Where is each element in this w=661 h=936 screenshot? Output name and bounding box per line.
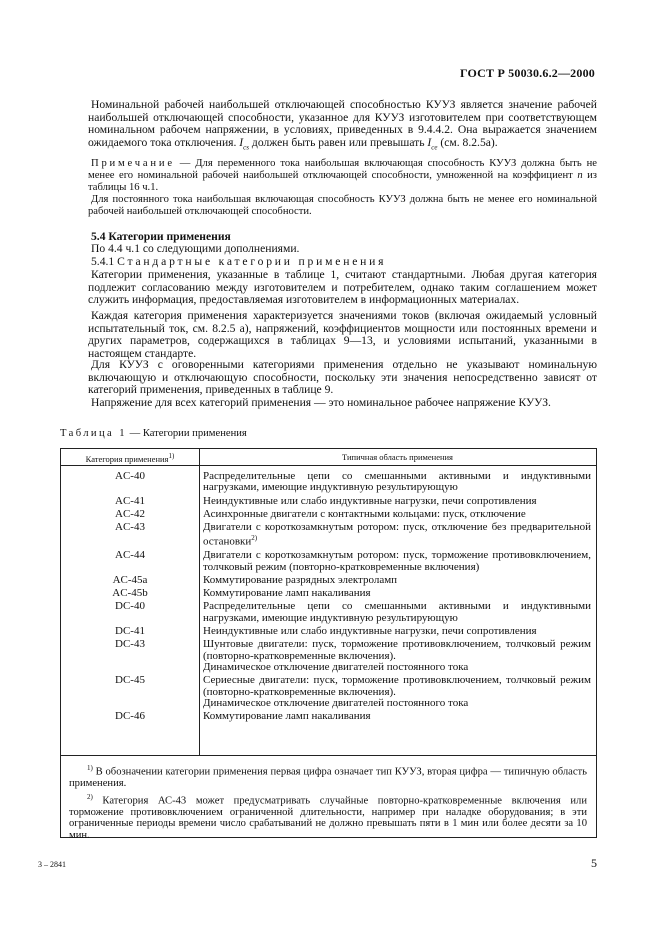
para1-text: Номинальной рабочей наибольшей отключающей способностью КУУЗ является значение рабочей наибольшей отключающей способности, указанное для КУУЗ изготовителем при соответствующем номинальном рабочем напряжении, в условиях, приведенных в 9.4.4.2. Она выражается значением ожидаемого тока отключения.	[88, 98, 597, 149]
header-application: Типичная область применения	[342, 452, 453, 462]
note-ac	[88, 158, 597, 193]
table-row: AC-44 Двигатели с короткозамкнутым ротором: пуск, торможение противовключением, толчковый режим (повторно-кратковременные включения)	[115, 549, 591, 573]
para1-tail-b: (см. 8.2.5а).	[437, 135, 498, 149]
standard-header: ГОСТ Р 50030.6.2—2000	[459, 66, 595, 80]
table-caption-label: Таблица 1	[60, 428, 127, 439]
table-row: DC-46 Коммутирование ламп накаливания	[115, 710, 371, 723]
subsection-heading	[88, 256, 597, 269]
note-dc: Для постоянного тока наибольшая включающая способность КУУЗ должна быть не менее его номинальной рабочей наибольшей отключающей способности.	[88, 194, 597, 217]
table-row: AC-40 Распределительные цепи со смешанными активными и индуктивными нагрузками, имеющие индуктивную результирующую	[115, 470, 591, 494]
paragraph-voltage: Напряжение для всех категорий применения — это номинальное рабочее напряжение КУУЗ.	[91, 396, 551, 409]
table-caption	[60, 428, 247, 439]
note-text2: из таблицы 16 ч.1.	[88, 169, 597, 193]
footnote-separator	[61, 755, 596, 756]
paragraph-rated-breaking-capacity	[88, 99, 597, 154]
subsection-number: 5.4.1	[91, 255, 115, 268]
categories-table	[60, 448, 597, 842]
print-code: 3 – 2841	[38, 860, 66, 869]
para1-tail-a: должен быть равен или превышать	[249, 135, 428, 149]
ics-symbol: $I_{cs}$	[239, 135, 250, 152]
table-row: AC-45a Коммутирование разрядных электроламп	[112, 573, 398, 586]
table-row: AC-41 Неиндуктивные или слабо индуктивные нагрузки, печи сопротивления	[115, 494, 537, 507]
table-row: DC-40 Распределительные цепи со смешанными активными и индуктивными нагрузками, имеющие индуктивную результирующую	[115, 600, 591, 624]
footnote-1: $^{1)}$ В обозначении категории применения первая цифра означает тип КУУЗ, вторая цифра — типичную область применения.	[69, 764, 587, 790]
table-row: DC-45 Сериесные двигатели: пуск, торможение противовключением, толчковый режим (повторно-кратковременные включения). Динамическое отключение двигателей постоянного тока	[115, 674, 591, 709]
page-number: 5	[591, 856, 597, 870]
table-caption-text: — Категории применения	[126, 428, 247, 439]
paragraph-each-category: Каждая категория применения характеризуется значениями токов (включая ожидаемый условный испытательный ток, см. 8.2.5 а), напряжений, коэффициентов мощности или постоянных времени и других параметров, содержащихся в таблицах 9—13, и условиями испытаний, указанными в настоящем стандарте.	[88, 309, 597, 360]
paragraph-specified-categories: Для КУУЗ с оговоренными категориями применения отдельно не указывают номинальную включающую и отключающую способности, поскольку эти значения непосредственно зависят от категорий применения, приведенных в таблице 9.	[88, 358, 597, 397]
paragraph-standard-categories: Категории применения, указанные в таблице 1, считают стандартными. Любая другая категория подлежит согласованию между изготовителем и потребителем, однако таким соглашением может служить информация, предоставляемая изготовителем в информационных материалах.	[88, 268, 597, 307]
note-label: Примечание	[91, 158, 175, 169]
table-footnotes	[69, 763, 587, 844]
table-row: AC-45b Коммутирование ламп накаливания	[112, 587, 371, 600]
table-row: AC-43 Двигатели с короткозамкнутым ротором: пуск, отключение без предварительной остановки$^{2)}$	[115, 521, 591, 549]
table-row: DC-43 Шунтовые двигатели: пуск, торможение противовключением, толчковый режим (повторно-кратковременные включения). Динамическое отключение двигателей постоянного тока	[115, 638, 591, 673]
footnote-2: $^{2)}$ Категория АС-43 может предусматривать случайные повторно-кратковременные включения или торможение противовключением ограниченной длительности, например при наладке оборудования; в эти ограниченные периоды времени число срабатываний не должно превышать пяти в 1 мин или более десяти за 10 мин.	[69, 792, 587, 842]
header-category: Категория применения$^{1)}$	[85, 452, 175, 464]
note-text: — Для переменного тока наибольшая включающая способность КУУЗ должна быть не менее его номинальной рабочей наибольшей отключающей способности, умноженной на коэффициент	[88, 158, 597, 181]
subsection-title: Стандартные категории применения	[117, 255, 387, 268]
table-header	[61, 449, 596, 466]
ice-symbol: $I_{ce}$	[427, 135, 438, 152]
section-title: 5.4 Категории применения	[91, 230, 231, 243]
note-n: n	[577, 169, 583, 181]
table-row: AC-42 Асинхронные двигатели с контактными кольцами: пуск, отключение	[115, 507, 526, 520]
table-body	[61, 471, 596, 724]
section-intro: По 4.4 ч.1 со следующими дополнениями.	[91, 242, 300, 255]
table-row: DC-41 Неиндуктивные или слабо индуктивные нагрузки, печи сопротивления	[115, 624, 537, 637]
